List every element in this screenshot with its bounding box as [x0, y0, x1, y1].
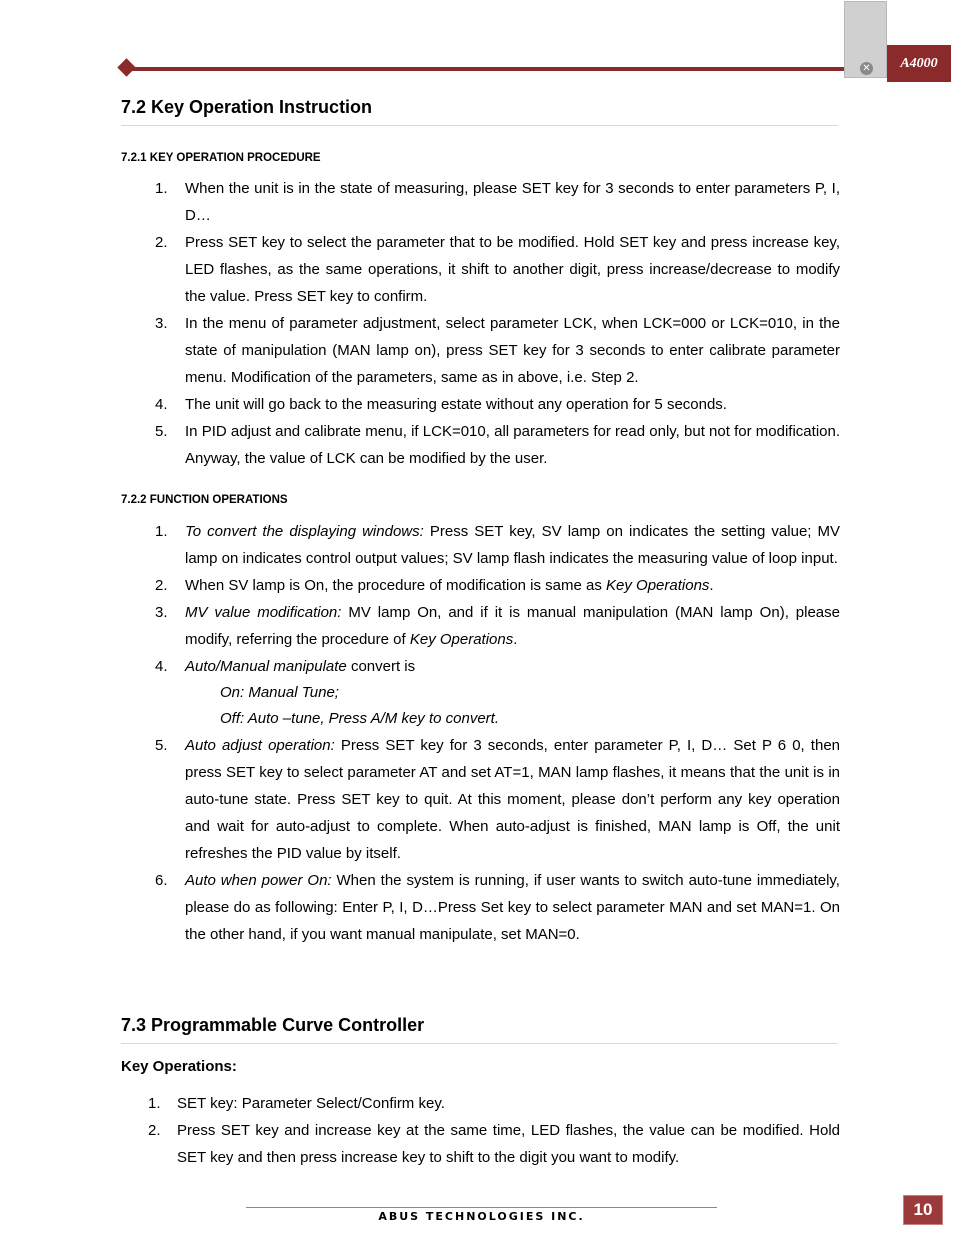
page-number: 10 — [903, 1195, 943, 1225]
list-text: When the system is running, if user wants to switch auto-tune immediately, please do as following: Enter P, I, D…Press Set key to select parameter MAN and set MAN=1. On the other hand, if you want manual manipulate, set MAN=0. — [185, 872, 840, 943]
list-number: 1. — [155, 523, 168, 540]
item-lead: Auto/Manual manipulate — [185, 658, 347, 675]
list-text: When the unit is in the state of measuring, please SET key for 3 seconds to enter parameters P, I, D… — [185, 180, 840, 224]
section-rule — [121, 125, 838, 126]
list-text: The unit will go back to the measuring estate without any operation for 5 seconds. — [185, 396, 727, 413]
list-text: Press SET key, SV lamp on indicates the setting value; MV lamp on indicates control output values; SV lamp flash indicates the measuring value of loop input. — [185, 523, 841, 567]
header-rule — [128, 67, 844, 71]
list-item — [155, 518, 840, 572]
sub-option-off: Off: Auto –tune, Press A/M key to convert. — [220, 710, 500, 727]
model-badge: A4000 — [887, 45, 951, 82]
list-text: Press SET key and increase key at the same time, LED flashes, the value can be modified. Hold SET key and then press increase key to shift to the digit you want to modify. — [177, 1122, 840, 1166]
item-lead: MV value modification: — [185, 604, 342, 621]
list-number: 2. — [155, 577, 168, 594]
list-text: Press SET key to select the parameter that to be modified. Hold SET key and press increase key, LED flashes, as the same operations, it shift to another digit, press increase/decrease to modify the value. Press SET key to confirm. — [185, 234, 840, 305]
list-number: 4. — [155, 396, 168, 413]
section-title-7-3: 7.3 Programmable Curve Controller — [121, 1015, 425, 1035]
list-item — [155, 867, 840, 948]
function-list — [155, 518, 840, 948]
footer-rule — [246, 1207, 717, 1208]
sub-option-on: On: Manual Tune; — [220, 684, 339, 701]
list-text: In the menu of parameter adjustment, select parameter LCK, when LCK=000 or LCK=010, in the state of manipulation (MAN lamp on), press SET key for 3 seconds to enter calibrate parameter menu. Modification of the parameters, same as in above, i.e. Step 2. — [185, 315, 840, 386]
item-lead: To convert the displaying windows: — [185, 523, 424, 540]
list-item — [155, 572, 840, 599]
list-item — [155, 599, 840, 653]
list-item — [155, 175, 840, 229]
list-item — [155, 653, 840, 732]
list-number: 1. — [155, 180, 168, 197]
close-circle-icon: ✕ — [860, 62, 873, 75]
list-number: 1. — [148, 1095, 161, 1112]
list-item — [155, 229, 840, 310]
list-item — [155, 391, 840, 418]
item-reference: Key Operations — [606, 577, 710, 594]
list-item — [148, 1090, 840, 1117]
list-number: 4. — [155, 658, 168, 675]
subsection-title-7-2-1: 7.2.1 KEY OPERATION PROCEDURE — [121, 152, 321, 164]
section-rule — [121, 1043, 838, 1044]
list-text-end: . — [709, 577, 714, 594]
key-operations-title: Key Operations: — [121, 1058, 237, 1075]
item-lead: Auto adjust operation: — [185, 737, 335, 754]
procedure-list — [155, 175, 840, 472]
list-item — [155, 418, 840, 472]
list-text: convert is — [346, 658, 416, 675]
list-text: MV lamp On, and if it is manual manipulation (MAN lamp On), please modify, referring the procedure of — [185, 604, 840, 648]
list-item — [155, 310, 840, 391]
list-text-end: . — [513, 631, 518, 648]
list-number: 3. — [155, 315, 168, 332]
list-text: In PID adjust and calibrate menu, if LCK=010, all parameters for read only, but not for modification. Anyway, the value of LCK can be modified by the user. — [185, 423, 840, 467]
item-reference: Key Operations — [409, 631, 514, 648]
list-text: SET key: Parameter Select/Confirm key. — [177, 1095, 445, 1112]
list-number: 6. — [155, 872, 168, 889]
list-text: Press SET key for 3 seconds, enter parameter P, I, D… Set P 6 0, then press SET key to select parameter AT and set AT=1, MAN lamp flashes, it means that the unit is in auto-tune state. Press SET key to quit. At this moment, please don’t perform any key operation and wait for auto-adjust to complete. When auto-adjust is finished, MAN lamp is Off, the unit refreshes the PID value by itself. — [185, 737, 841, 862]
item-lead: Auto when power On: — [185, 872, 332, 889]
list-number: 2. — [155, 234, 168, 251]
footer-company: ABUS TECHNOLOGIES INC. — [378, 1210, 585, 1223]
list-number: 5. — [155, 737, 168, 754]
section-title-7-2: 7.2 Key Operation Instruction — [121, 97, 373, 117]
list-text: When SV lamp is On, the procedure of modification is same as — [185, 577, 607, 594]
list-number: 2. — [148, 1122, 161, 1139]
list-item — [155, 732, 840, 867]
list-number: 5. — [155, 423, 168, 440]
key-operations-list — [148, 1090, 840, 1171]
subsection-title-7-2-2: 7.2.2 FUNCTION OPERATIONS — [121, 494, 288, 506]
list-item — [148, 1117, 840, 1171]
header-diamond-icon — [117, 58, 135, 76]
list-number: 3. — [155, 604, 168, 621]
